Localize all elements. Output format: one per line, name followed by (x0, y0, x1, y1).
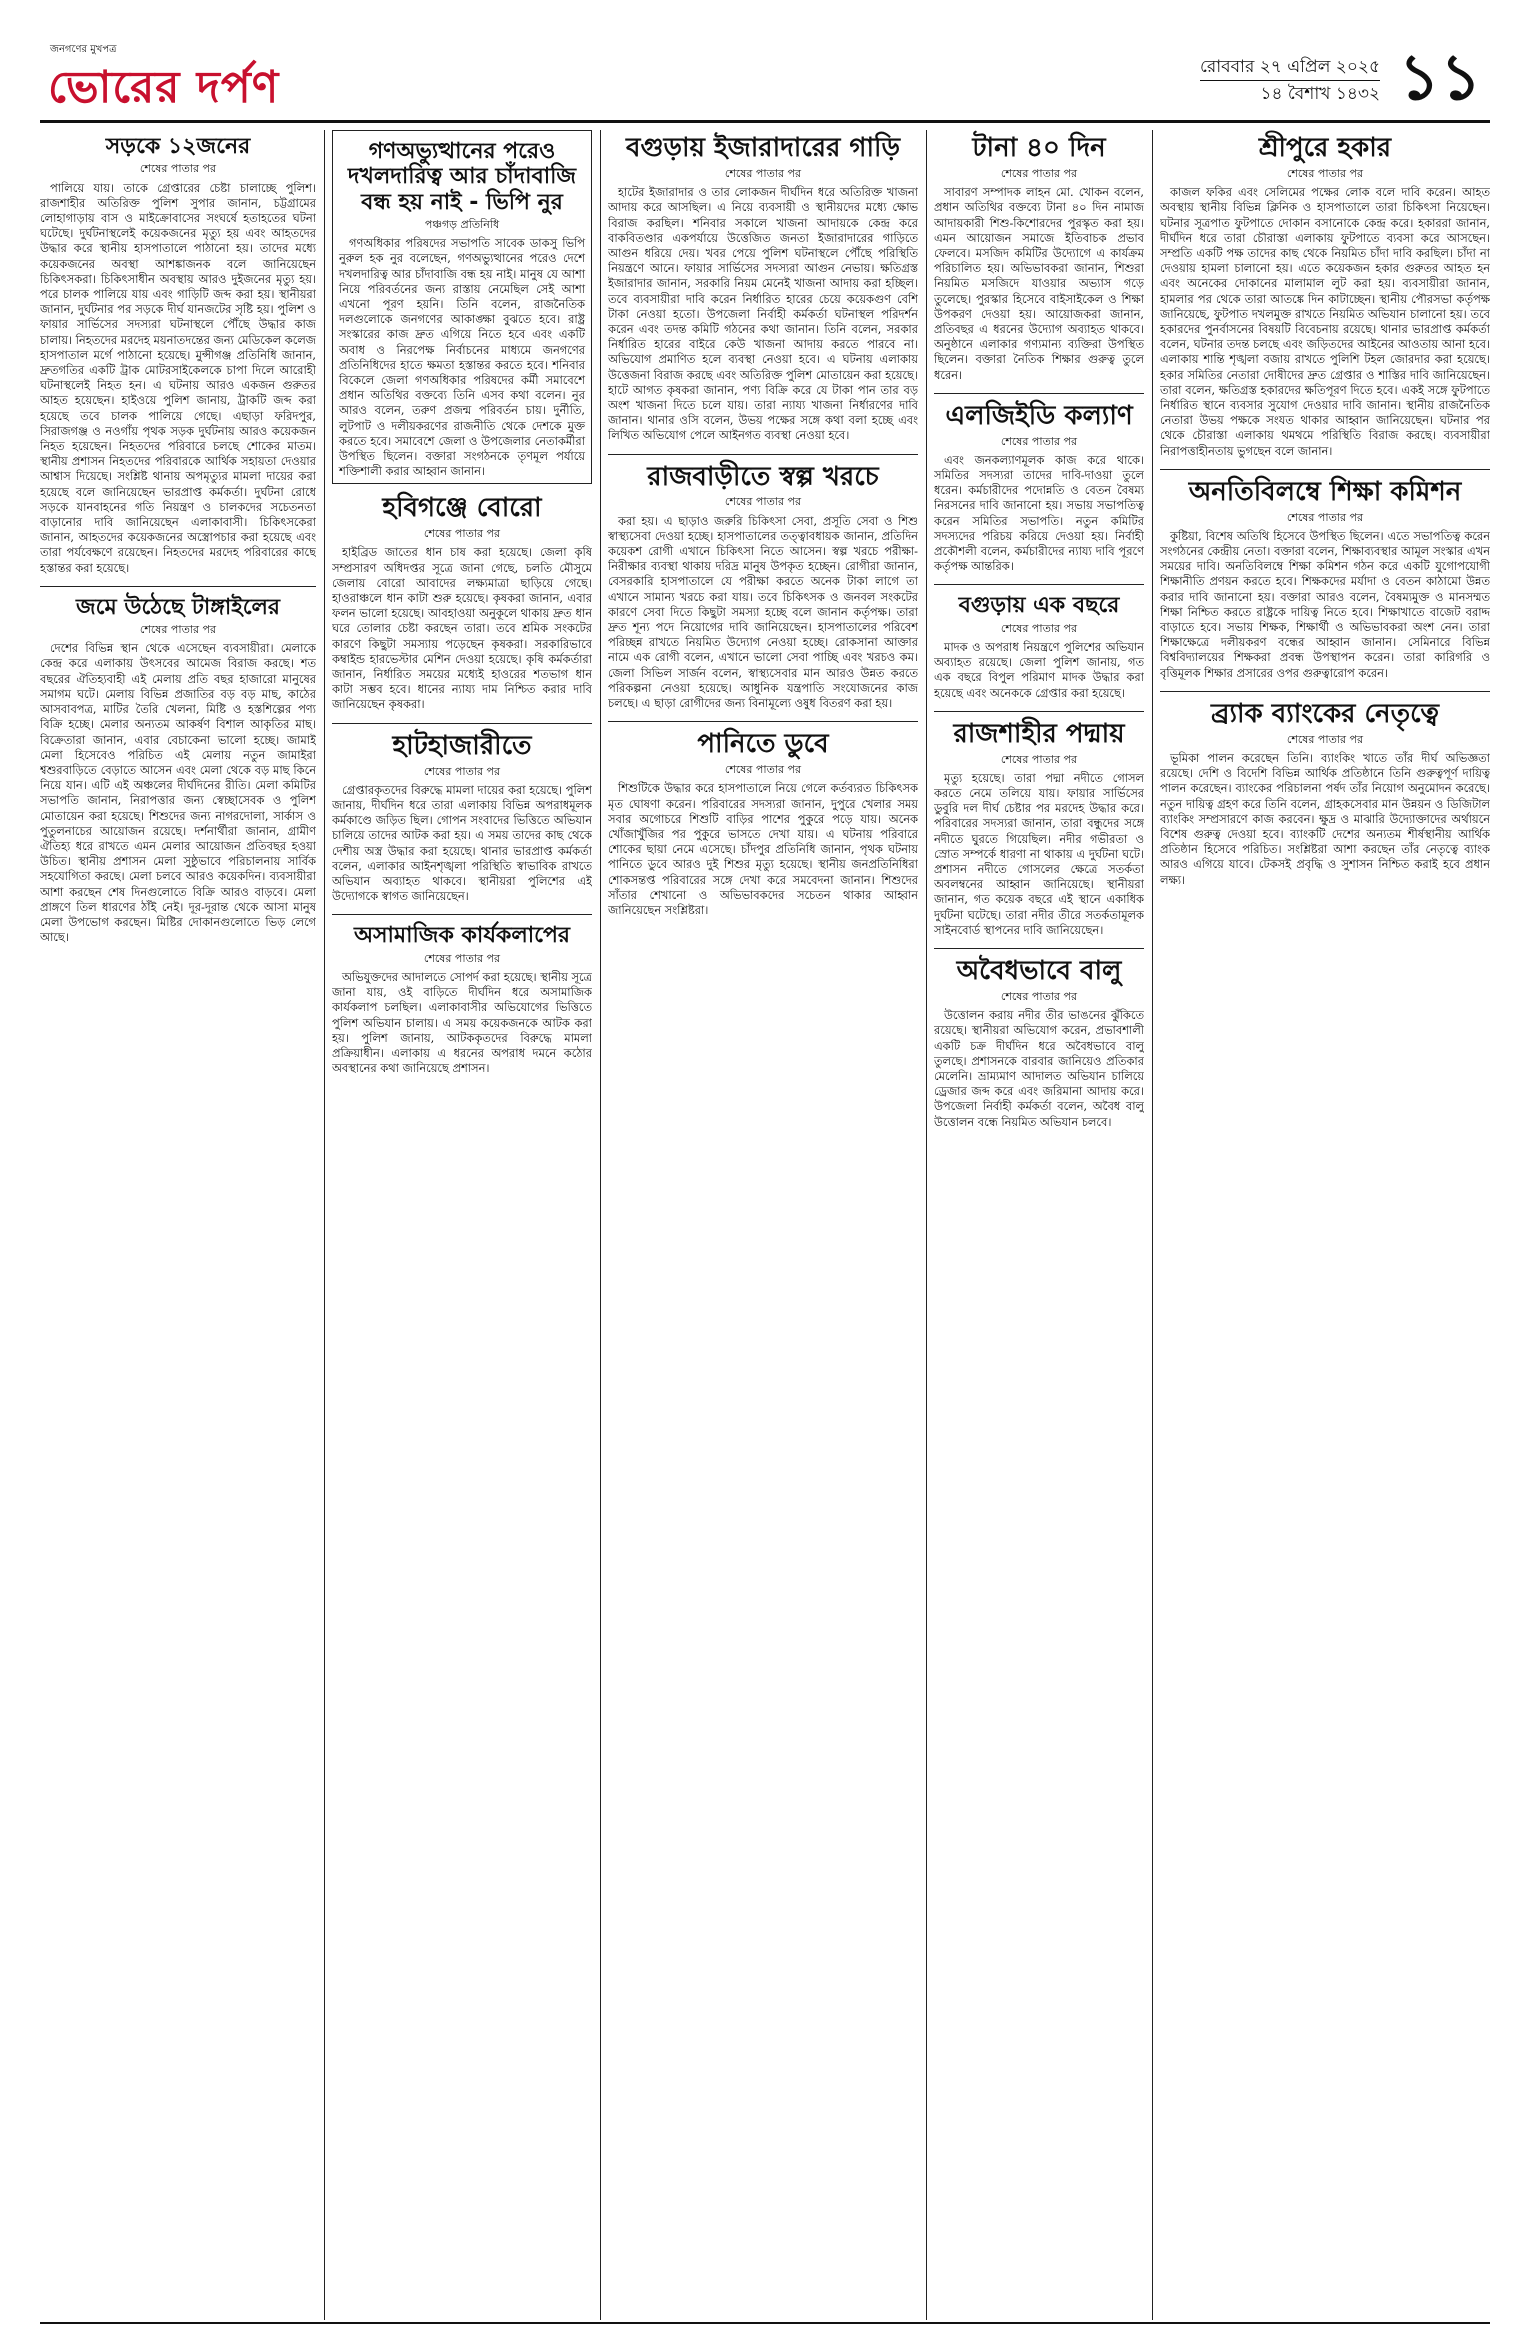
story-body: পালিয়ে যায়। তাকে গ্রেপ্তারের চেষ্টা চালাচ্ছে পুলিশ। রাজশাহীর অতিরিক্ত পুলিশ সুপার জানান, চট্টগ্রামের লোহাগাড়ায় বাস ও মাইক্রোবাসের সংঘর্ষে হতাহতের ঘটনা ঘটেছে। দুর্ঘটনাস্থলেই কয়েকজনের মৃত্যু হয় এবং আহতদের উদ্ধার করে স্থানীয় হাসপাতালে পাঠানো হয়। তাদের মধ্যে কয়েকজনের অবস্থা আশঙ্কাজনক বলে জানিয়েছেন চিকিৎসকরা। চিকিৎসাধীন অবস্থায় আরও দুইজনের মৃত্যু হয়। পরে চালক পালিয়ে যায় এবং গাড়িটি জব্দ করা হয়। স্থানীয়রা জানান, দুর্ঘটনার পর সড়কে দীর্ঘ যানজটের সৃষ্টি হয়। পুলিশ ও ফায়ার সার্ভিসের সদস্যরা ঘটনাস্থলে পৌঁছে উদ্ধার কাজ চালায়। নিহতদের মরদেহ ময়নাতদন্তের জন্য মেডিকেল কলেজ হাসপাতাল মর্গে পাঠানো হয়েছে। মুন্সীগঞ্জ প্রতিনিধি জানান, দ্রুতগতির একটি ট্রাক মোটরসাইকেলকে চাপা দিলে আরোহী ঘটনাস্থলেই নিহত হন। এ ঘটনায় আরও একজন গুরুতর আহত হয়েছেন। হাইওয়ে পুলিশ জানায়, ট্রাকটি জব্দ করা হয়েছে তবে চালক পালিয়ে গেছে। এছাড়া ফরিদপুর, সিরাজগঞ্জ ও নওগাঁয় পৃথক সড়ক দুর্ঘটনায় আরও কয়েকজন নিহত হয়েছেন। নিহতদের পরিবারে চলছে শোকের মাতম। স্থানীয় প্রশাসন নিহতদের পরিবারকে আর্থিক সহায়তা দেওয়ার আশ্বাস দিয়েছে। সংশ্লিষ্ট থানায় অপমৃত্যুর মামলা দায়ের করা হয়েছে বলে জানিয়েছেন ভারপ্রাপ্ত কর্মকর্তা। দুর্ঘটনা রোধে সড়কে যানবাহনের গতি নিয়ন্ত্রণ ও চালকদের সচেতনতা বাড়ানোর দাবি জানিয়েছেন এলাকাবাসী। চিকিৎসকেরা জানান, আহতদের কয়েকজনের অস্ত্রোপচার করা হয়েছে এবং তারা পর্যবেক্ষণে রয়েছেন। নিহতদের মরদেহ পরিবারের কাছে হস্তান্তর করা হয়েছে। (40, 180, 316, 575)
story-hathazari (332, 732, 592, 905)
continuation-note: শেষের পাতার পর (724, 166, 802, 180)
story-body: অভিযুক্তদের আদালতে সোপর্দ করা হয়েছে। স্থানীয় সূত্রে জানা যায়, ওই বাড়িতে দীর্ঘদিন ধরে অসামাজিক কার্যকলাপ চলছিল। এলাকাবাসীর অভিযোগের ভিত্তিতে পুলিশ অভিযান চালায়। এ সময় কয়েকজনকে আটক করা হয়। পুলিশ জানায়, আটককৃতদের বিরুদ্ধে মামলা প্রক্রিয়াধীন। এলাকায় এ ধরনের অপরাধ দমনে কঠোর অবস্থানের কথা জানিয়েছে প্রশাসন। (332, 969, 592, 1076)
headline: অবৈধভাবে বালু (956, 956, 1122, 987)
logo-tagline: জনগণের মুখপত্র (50, 44, 117, 55)
story-rajbari-low-cost (608, 463, 918, 712)
story-body: ভূমিকা পালন করেছেন তিনি। ব্যাংকিং খাতে তাঁর দীর্ঘ অভিজ্ঞতা রয়েছে। দেশি ও বিদেশি বিভিন্ন আর্থিক প্রতিষ্ঠানে তিনি গুরুত্বপূর্ণ দায়িত্ব পালন করেছেন। ব্যাংকের পরিচালনা পর্ষদ তাঁর নিয়োগ অনুমোদন করেছে। নতুন দায়িত্ব গ্রহণ করে তিনি বলেন, গ্রাহকসেবার মান উন্নয়ন ও ডিজিটাল ব্যাংকিং সম্প্রসারণে কাজ করবেন। ক্ষুদ্র ও মাঝারি উদ্যোক্তাদের অর্থায়নে বিশেষ গুরুত্ব দেওয়া হবে। ব্যাংকটি দেশের অন্যতম শীর্ষস্থানীয় আর্থিক প্রতিষ্ঠান হিসেবে পরিচিত। সংশ্লিষ্টরা আশা করছেন তাঁর নেতৃত্বে ব্যাংক আরও এগিয়ে যাবে। টেকসই প্রবৃদ্ধি ও সুশাসন নিশ্চিত করাই হবে প্রধান লক্ষ্য। (1160, 750, 1490, 887)
story-body: সাবারণ সম্পাদক লাহন মো. খোকন বলেন, প্রধান অতিথির বক্তব্যে টানা ৪০ দিন নামাজ আদায়কারী শিশু-কিশোরদের পুরস্কৃত করা হয়। এমন আয়োজন সমাজে ইতিবাচক প্রভাব ফেলবে। মসজিদ কমিটির উদ্যোগে এ কার্যক্রম পরিচালিত হয়। অভিভাবকরা জানান, শিশুরা নিয়মিত মসজিদে যাওয়ার অভ্যাস গড়ে তুলেছে। পুরস্কার হিসেবে বাইসাইকেল ও শিক্ষা উপকরণ দেওয়া হয়। আয়োজকরা জানান, প্রতিবছর এ ধরনের উদ্যোগ অব্যাহত থাকবে। অনুষ্ঠানে এলাকার গণ্যমান্য ব্যক্তিরা উপস্থিত ছিলেন। বক্তারা নৈতিক শিক্ষার গুরুত্ব তুলে ধরেন। (934, 185, 1144, 382)
headline: বগুড়ায় এক বছরে (958, 593, 1120, 619)
story-body: গ্রেপ্তারকৃতদের বিরুদ্ধে মামলা দায়ের করা হয়েছে। পুলিশ জানায়, দীর্ঘদিন ধরে তারা এলাকায় বিভিন্ন অপরাধমূলক কর্মকাণ্ডে জড়িত ছিল। গোপন সংবাদের ভিত্তিতে অভিযান চালিয়ে তাদের আটক করা হয়। এ সময় তাদের কাছ থেকে দেশীয় অস্ত্র উদ্ধার করা হয়েছে। থানার ভারপ্রাপ্ত কর্মকর্তা বলেন, এলাকার আইনশৃঙ্খলা পরিস্থিতি স্বাভাবিক রাখতে অভিযান অব্যাহত থাকবে। স্থানীয়রা পুলিশের এই উদ্যোগকে স্বাগত জানিয়েছেন। (332, 782, 592, 904)
story-education-commission (1160, 478, 1490, 681)
page-number: ১১ (1398, 40, 1482, 115)
column-2 (332, 130, 592, 2320)
divider (608, 454, 918, 455)
headline: জমে উঠেছে টাঙ্গাইলের (75, 594, 281, 620)
continuation-note: শেষের পাতার পর (423, 527, 501, 541)
headline: পানিতে ডুবে (697, 729, 829, 760)
story-habiganj-boro (332, 494, 592, 712)
story-body: করা হয়। এ ছাড়াও জরুরি চিকিৎসা সেবা, প্রসূতি সেবা ও শিশু স্বাস্থ্যসেবা দেওয়া হচ্ছে। হাসপাতালের তত্ত্বাবধায়ক জানান, প্রতিদিন কয়েকশ রোগী এখানে চিকিৎসা নিতে আসেন। স্বল্প খরচে পরীক্ষা-নিরীক্ষার ব্যবস্থা থাকায় দরিদ্র মানুষ উপকৃত হচ্ছেন। রোগীরা জানান, বেসরকারি হাসপাতালে যে পরীক্ষা করতে অনেক টাকা লাগে তা এখানে সামান্য খরচে করা যায়। তবে চিকিৎসক ও জনবল সংকটের কারণে সেবা দিতে কিছুটা সমস্যা হচ্ছে বলে জানান কর্তৃপক্ষ। তারা দ্রুত শূন্য পদে নিয়োগের দাবি জানিয়েছেন। হাসপাতালের পরিবেশ পরিচ্ছন্ন রাখতে নিয়মিত উদ্যোগ নেওয়া হচ্ছে। রোকসানা আক্তার নামে এক রোগী বলেন, এখানে ভালো সেবা পাচ্ছি এবং খরচও কম। জেলা সিভিল সার্জন বলেন, স্বাস্থ্যসেবার মান আরও উন্নত করতে পরিকল্পনা নেওয়া হয়েছে। আধুনিক যন্ত্রপাতি সংযোজনের কাজ চলছে। এ ছাড়া রোগীদের জন্য বিনামূল্যে ওষুধ বিতরণ করা হয়। (608, 513, 918, 711)
story-antisocial (332, 923, 592, 1076)
date-gregorian: রোববার ২৭ এপ্রিল ২০২৫ (1199, 57, 1380, 77)
newspaper-logo: ভোরের দর্পণ (48, 62, 280, 113)
continuation-note: শেষের পাতার পর (1000, 166, 1078, 180)
story-road-accident (40, 134, 316, 576)
headline: রাজশাহীর পদ্মায় (953, 718, 1125, 749)
continuation-note: শেষের পাতার পর (1000, 752, 1078, 766)
story-body: গণঅধিকার পরিষদের সভাপতি সাবেক ডাকসু ভিপি নুরুল হক নুর বলেছেন, গণঅভ্যুত্থানের পরেও দেশে দখলদারিত্ব আর চাঁদাবাজি বন্ধ হয় নাই। মানুষ যে আশা নিয়ে পরিবর্তনের জন্য রাস্তায় নেমেছিল সেই আশা এখনো পূরণ হয়নি। তিনি বলেন, রাজনৈতিক দলগুলোকে জনগণের আকাঙ্ক্ষা বুঝতে হবে। রাষ্ট্র সংস্কারের কাজ দ্রুত এগিয়ে নিতে হবে এবং একটি অবাধ ও নিরপেক্ষ নির্বাচনের মাধ্যমে জনগণের প্রতিনিধিদের হাতে ক্ষমতা হস্তান্তর করতে হবে। শনিবার বিকেলে জেলা গণঅধিকার পরিষদের কর্মী সমাবেশে প্রধান অতিথির বক্তব্যে তিনি এসব কথা বলেন। নুর আরও বলেন, তরুণ প্রজন্ম পরিবর্তন চায়। দুর্নীতি, লুটপাট ও দলীয়করণের রাজনীতি থেকে দেশকে মুক্ত করতে হবে। সমাবেশে জেলা ও উপজেলার নেতাকর্মীরা উপস্থিত ছিলেন। বক্তারা সংগঠনকে তৃণমূল পর্যায়ে শক্তিশালী করার আহ্বান জানান। (339, 236, 585, 479)
divider (934, 584, 1144, 585)
continuation-note: শেষের পাতার পর (1286, 510, 1364, 524)
divider (934, 393, 1144, 394)
divider (608, 721, 918, 722)
divider (40, 586, 316, 587)
story-body: উত্তোলন করায় নদীর তীর ভাঙনের ঝুঁকিতে রয়েছে। স্থানীয়রা অভিযোগ করেন, প্রভাবশালী একটি চক্র দীর্ঘদিন ধরে অবৈধভাবে বালু তুলছে। প্রশাসনকে বারবার জানিয়েও প্রতিকার মেলেনি। ভ্রাম্যমাণ আদালত অভিযান চালিয়ে ড্রেজার জব্দ করে এবং জরিমানা আদায় করে। উপজেলা নির্বাহী কর্মকর্তা বলেন, অবৈধ বালু উত্তোলন বন্ধে নিয়মিত অভিযান চলবে। (934, 1008, 1144, 1129)
headline: হবিগঞ্জে বোরো (382, 493, 542, 524)
headline: অনতিবিলম্বে শিক্ষা কমিশন (1188, 476, 1462, 507)
story-lged-welfare (934, 402, 1144, 575)
continuation-note: শেষের পাতার পর (724, 495, 802, 509)
headline: টানা ৪০ দিন (972, 133, 1106, 163)
story-bogura-lessee (608, 134, 918, 444)
story-body: কাজল ফকির এবং সেলিমের পক্ষের লোক বলে দাবি করেন। আহত অবস্থায় স্থানীয় বিভিন্ন ক্লিনিক ও হাসপাতালে তারা চিকিৎসা নিয়েছেন। ঘটনার সূত্রপাত ফুটপাতে দোকান বসানোকে কেন্দ্র করে। হকাররা জানান, দীর্ঘদিন ধরে তারা চৌরাস্তা এলাকায় ফুটপাতে ব্যবসা করে আসছেন। সম্প্রতি একটি পক্ষ তাদের কাছ থেকে নিয়মিত চাঁদা দাবি করছিল। চাঁদা না দেওয়ায় হামলা চালানো হয়। এতে কয়েকজন হকার গুরুতর আহত হন এবং অনেকের দোকানের মালামাল লুট করা হয়। ব্যবসায়ীরা জানান, হামলার পর থেকে তারা আতঙ্কে দিন কাটাচ্ছেন। স্থানীয় পৌরসভা কর্তৃপক্ষ জানিয়েছে, ফুটপাত দখলমুক্ত রাখতে নিয়মিত অভিযান চালানো হয়। তবে হকারদের পুনর্বাসনের বিষয়টি বিবেচনায় রয়েছে। থানার ভারপ্রাপ্ত কর্মকর্তা বলেন, ঘটনার তদন্ত চলছে এবং জড়িতদের আইনের আওতায় আনা হবে। এলাকায় শান্তি শৃঙ্খলা বজায় রাখতে পুলিশি টহল জোরদার করা হয়েছে। হকার সমিতির নেতারা দোষীদের দ্রুত গ্রেপ্তার ও শাস্তির দাবি জানিয়েছেন। তারা বলেন, ক্ষতিগ্রস্ত হকারদের ক্ষতিপূরণ দিতে হবে। একই সঙ্গে ফুটপাতে নির্ধারিত স্থানে ব্যবসার সুযোগ দেওয়ার দাবি জানান। স্থানীয় রাজনৈতিক নেতারা উভয় পক্ষকে সংযত থাকার আহ্বান জানিয়েছেন। ঘটনার পর থেকে চৌরাস্তা এলাকায় থমথমে পরিস্থিতি বিরাজ করছে। ব্যবসায়ীরা নিরাপত্তাহীনতায় ভুগছেন বলে জানান। (1160, 185, 1490, 458)
story-body: হাইব্রিড জাতের ধান চাষ করা হয়েছে। জেলা কৃষি সম্প্রসারণ অধিদপ্তর সূত্রে জানা গেছে, চলতি মৌসুমে জেলায় বোরো আবাদের লক্ষ্যমাত্রা ছাড়িয়ে গেছে। হাওরাঞ্চলে ধান কাটা শুরু হয়েছে। কৃষকরা জানান, এবার ফলন ভালো হয়েছে। আবহাওয়া অনুকূলে থাকায় দ্রুত ধান ঘরে তোলার চেষ্টা করছেন তারা। তবে শ্রমিক সংকটের কারণে কিছুটা সমস্যায় পড়েছেন কৃষকরা। সরকারিভাবে কম্বাইন্ড হারভেস্টার মেশিন দেওয়া হয়েছে। কৃষি কর্মকর্তারা জানান, নির্ধারিত সময়ের মধ্যেই হাওরের শতভাগ ধান কাটা সম্ভব হবে। ধানের ন্যায্য দাম নিশ্চিত করার দাবি জানিয়েছেন কৃষকরা। (332, 545, 592, 712)
divider (934, 948, 1144, 949)
story-tangail-fair (40, 595, 316, 946)
headline: শ্রীপুরে হকার (1258, 133, 1392, 163)
story-drowning (608, 730, 918, 918)
headline: গণঅভ্যুত্থানের পরেও দখলদারিত্ব আর চাঁদাবাজি বন্ধ হয় নাই - ভিপি নুর (347, 139, 577, 215)
story-40-days (934, 134, 1144, 383)
divider (1160, 469, 1490, 470)
continuation-note: শেষের পাতার পর (423, 764, 501, 778)
headline: ব্র্যাক ব্যাংকের নেতৃত্বে (1210, 698, 1440, 729)
issue-dates (1200, 54, 1380, 107)
column-1 (40, 130, 316, 2320)
continuation-note: শেষের পাতার পর (1286, 732, 1364, 746)
story-brac-bank (1160, 700, 1490, 888)
story-rajshahi-padma (934, 720, 1144, 938)
date-bengali: ১৪ বৈশাখ ১৪৩২ (1200, 80, 1380, 107)
column-4 (934, 130, 1144, 2320)
divider (332, 723, 592, 724)
story-bogura-one-year (934, 593, 1144, 700)
story-body: দেশের বিভিন্ন স্থান থেকে এসেছেন ব্যবসায়ীরা। মেলাকে কেন্দ্র করে এলাকায় উৎসবের আমেজ বিরাজ করছে। শত বছরের ঐতিহ্যবাহী এই মেলায় প্রতি বছর হাজারো মানুষের সমাগম ঘটে। মেলায় বিভিন্ন প্রজাতির বড় বড় মাছ, কাঠের আসবাবপত্র, মাটির তৈরি খেলনা, মিষ্টি ও হস্তশিল্পের পণ্য বিক্রি হচ্ছে। মেলার অন্যতম আকর্ষণ বিশাল আকৃতির মাছ। বিক্রেতারা জানান, এবার বেচাকেনা ভালো হচ্ছে। জামাই মেলা হিসেবেও পরিচিত এই মেলায় নতুন জামাইরা শ্বশুরবাড়িতে বেড়াতে আসেন এবং মেলা থেকে বড় মাছ কিনে নিয়ে যান। এটি এই অঞ্চলের দীর্ঘদিনের রীতি। মেলা কমিটির সভাপতি জানান, নিরাপত্তার জন্য স্বেচ্ছাসেবক ও পুলিশ মোতায়েন করা হয়েছে। শিশুদের জন্য নাগরদোলা, সার্কাস ও পুতুলনাচের আয়োজন রয়েছে। দর্শনার্থীরা জানান, গ্রামীণ ঐতিহ্য ধরে রাখতে এমন মেলার আয়োজন প্রতিবছর হওয়া উচিত। স্থানীয় প্রশাসন মেলা সুষ্ঠুভাবে পরিচালনায় সার্বিক সহযোগিতা করছে। মেলা চলবে আরও কয়েকদিন। ব্যবসায়ীরা আশা করছেন শেষ দিনগুলোতে বিক্রি আরও বাড়বে। মেলা প্রাঙ্গণে তিল ধারণের ঠাঁই নেই। দূর-দূরান্ত থেকে আসা মানুষ মেলা উপভোগ করছেন। মিষ্টির দোকানগুলোতে ভিড় লেগে আছে। (40, 641, 316, 945)
story-body: এবং জনকল্যাণমূলক কাজ করে থাকে। সমিতির সদস্যরা তাদের দাবি-দাওয়া তুলে ধরেন। কর্মচারীদের পদোন্নতি ও বেতন বৈষম্য নিরসনের দাবি জানানো হয়। সভায় সভাপতিত্ব করেন সমিতির সভাপতি। নতুন কমিটির সদস্যদের পরিচয় করিয়ে দেওয়া হয়। নির্বাহী প্রকৌশলী বলেন, কর্মচারীদের ন্যায্য দাবি পূরণে কর্তৃপক্ষ আন্তরিক। (934, 452, 1144, 574)
headline: রাজবাড়ীতে স্বল্প খরচে (647, 461, 879, 492)
story-vp-nur (332, 130, 592, 484)
continuation-note: শেষের পাতার পর (1000, 434, 1078, 448)
column-divider (926, 130, 927, 2320)
headline: হাটহাজারীতে (392, 730, 532, 761)
headline: সড়কে ১২জনের (105, 134, 251, 159)
column-divider (600, 130, 601, 2320)
masthead (40, 40, 1490, 123)
column-divider (324, 130, 325, 2320)
continuation-note: শেষের পাতার পর (139, 162, 217, 176)
continuation-note: শেষের পাতার পর (423, 951, 501, 965)
story-body: হাটের ইজারাদার ও তার লোকজন দীর্ঘদিন ধরে অতিরিক্ত খাজনা আদায় করে আসছিল। এ নিয়ে ব্যবসায়ী ও স্থানীয়দের মধ্যে ক্ষোভ বিরাজ করছিল। শনিবার সকালে খাজনা আদায়কে কেন্দ্র করে বাকবিতণ্ডার একপর্যায়ে উত্তেজিত জনতা ইজারাদারের গাড়িতে আগুন ধরিয়ে দেয়। খবর পেয়ে পুলিশ ঘটনাস্থলে পৌঁছে পরিস্থিতি নিয়ন্ত্রণে আনে। ফায়ার সার্ভিসের সদস্যরা আগুন নেভায়। ক্ষতিগ্রস্ত ইজারাদার জানান, সরকারি নিয়ম মেনেই খাজনা আদায় করা হচ্ছিল। তবে ব্যবসায়ীরা দাবি করেন নির্ধারিত হারের চেয়ে কয়েকগুণ বেশি টাকা নেওয়া হতো। উপজেলা নির্বাহী কর্মকর্তা ঘটনাস্থল পরিদর্শন করেন এবং তদন্ত কমিটি গঠনের কথা জানান। তিনি বলেন, সরকার নির্ধারিত হারের বাইরে কেউ খাজনা আদায় করতে পারবে না। অভিযোগ প্রমাণিত হলে ব্যবস্থা নেওয়া হবে। এ ঘটনায় এলাকায় উত্তেজনা বিরাজ করছে এবং অতিরিক্ত পুলিশ মোতায়েন করা হয়েছে। হাটে আগত কৃষকরা জানান, পণ্য বিক্রি করে যে টাকা পান তার বড় অংশ খাজনা দিতে চলে যায়। তারা ন্যায্য খাজনা নির্ধারণের দাবি জানান। থানার ওসি বলেন, উভয় পক্ষের সঙ্গে কথা বলা হচ্ছে এবং লিখিত অভিযোগ পেলে আইনগত ব্যবস্থা নেওয়া হবে। (608, 185, 918, 443)
bottom-rule (40, 2322, 1490, 2324)
headline: অসামাজিক কার্যকলাপের (353, 923, 571, 949)
divider (934, 711, 1144, 712)
dateline: পঞ্চগড় প্রতিনিধি (424, 217, 500, 231)
column-3 (608, 130, 918, 2320)
headline: এলজিইডি কল্যাণ (945, 400, 1133, 431)
story-body: মাদক ও অপরাধ নিয়ন্ত্রণে পুলিশের অভিযান অব্যাহত রয়েছে। জেলা পুলিশ জানায়, গত এক বছরে বিপুল পরিমাণ মাদক উদ্ধার করা হয়েছে এবং অনেককে গ্রেপ্তার করা হয়েছে। (934, 639, 1144, 700)
continuation-note: শেষের পাতার পর (1286, 166, 1364, 180)
story-sreepur-hawker (1160, 134, 1490, 459)
story-body: মৃত্যু হয়েছে। তারা পদ্মা নদীতে গোসল করতে নেমে তলিয়ে যায়। ফায়ার সার্ভিসের ডুবুরি দল দীর্ঘ চেষ্টার পর মরদেহ উদ্ধার করে। পরিবারের সদস্যরা জানান, তারা বন্ধুদের সঙ্গে নদীতে ঘুরতে গিয়েছিল। নদীর গভীরতা ও স্রোত সম্পর্কে ধারণা না থাকায় এ দুর্ঘটনা ঘটে। প্রশাসন নদীতে গোসলের ক্ষেত্রে সতর্কতা অবলম্বনের আহ্বান জানিয়েছে। স্থানীয়রা জানান, গত কয়েক বছরে এই স্থানে একাধিক দুর্ঘটনা ঘটেছে। তারা নদীর তীরে সতর্কতামূলক সাইনবোর্ড স্থাপনের দাবি জানিয়েছেন। (934, 770, 1144, 937)
headline: বগুড়ায় ইজারাদারের গাড়ি (625, 133, 901, 163)
column-divider (1152, 130, 1153, 2320)
story-body: কুষ্টিয়া, বিশেষ অতিথি হিসেবে উপস্থিত ছিলেন। এতে সভাপতিত্ব করেন সংগঠনের কেন্দ্রীয় নেতা। বক্তারা বলেন, শিক্ষাব্যবস্থার আমূল সংস্কার এখন সময়ের দাবি। অনতিবিলম্বে শিক্ষা কমিশন গঠন করে একটি যুগোপযোগী শিক্ষানীতি প্রণয়ন করতে হবে। শিক্ষকদের মর্যাদা ও বেতন কাঠামো উন্নত করার দাবি জানানো হয়। বক্তারা আরও বলেন, বৈষম্যমুক্ত ও মানসম্মত শিক্ষা নিশ্চিত করতে রাষ্ট্রকে দায়িত্ব নিতে হবে। শিক্ষাখাতে বাজেট বরাদ্দ বাড়াতে হবে। সভায় শিক্ষক, শিক্ষার্থী ও অভিভাবকরা অংশ নেন। তারা শিক্ষাক্ষেত্রে দলীয়করণ বন্ধের আহ্বান জানান। সেমিনারে বিভিন্ন বিশ্ববিদ্যালয়ের শিক্ষকরা প্রবন্ধ উপস্থাপন করেন। তারা কারিগরি ও বৃত্তিমূলক শিক্ষার প্রসারের ওপর গুরুত্বারোপ করেন। (1160, 528, 1490, 680)
continuation-note: শেষের পাতার পর (1000, 621, 1078, 635)
divider (332, 914, 592, 915)
column-5 (1160, 130, 1490, 2320)
story-illegal-sand (934, 957, 1144, 1130)
story-body: শিশুটিকে উদ্ধার করে হাসপাতালে নিয়ে গেলে কর্তব্যরত চিকিৎসক মৃত ঘোষণা করেন। পরিবারের সদস্যরা জানান, দুপুরে খেলার সময় সবার অগোচরে শিশুটি বাড়ির পাশের পুকুরে পড়ে যায়। অনেক খোঁজাখুঁজির পর পুকুরে ভাসতে দেখা যায়। এ ঘটনায় পরিবারে শোকের ছায়া নেমে এসেছে। চাঁদপুর প্রতিনিধি জানান, পৃথক ঘটনায় পানিতে ডুবে আরও দুই শিশুর মৃত্যু হয়েছে। স্থানীয় জনপ্রতিনিধিরা শোকসন্তপ্ত পরিবারের সঙ্গে দেখা করে সমবেদনা জানান। শিশুদের সাঁতার শেখানো ও অভিভাবকদের সচেতন থাকার আহ্বান জানিয়েছেন সংশ্লিষ্টরা। (608, 781, 918, 917)
continuation-note: শেষের পাতার পর (139, 623, 217, 637)
divider (1160, 691, 1490, 692)
continuation-note: শেষের পাতার পর (724, 763, 802, 777)
continuation-note: শেষের পাতার পর (1000, 989, 1078, 1003)
